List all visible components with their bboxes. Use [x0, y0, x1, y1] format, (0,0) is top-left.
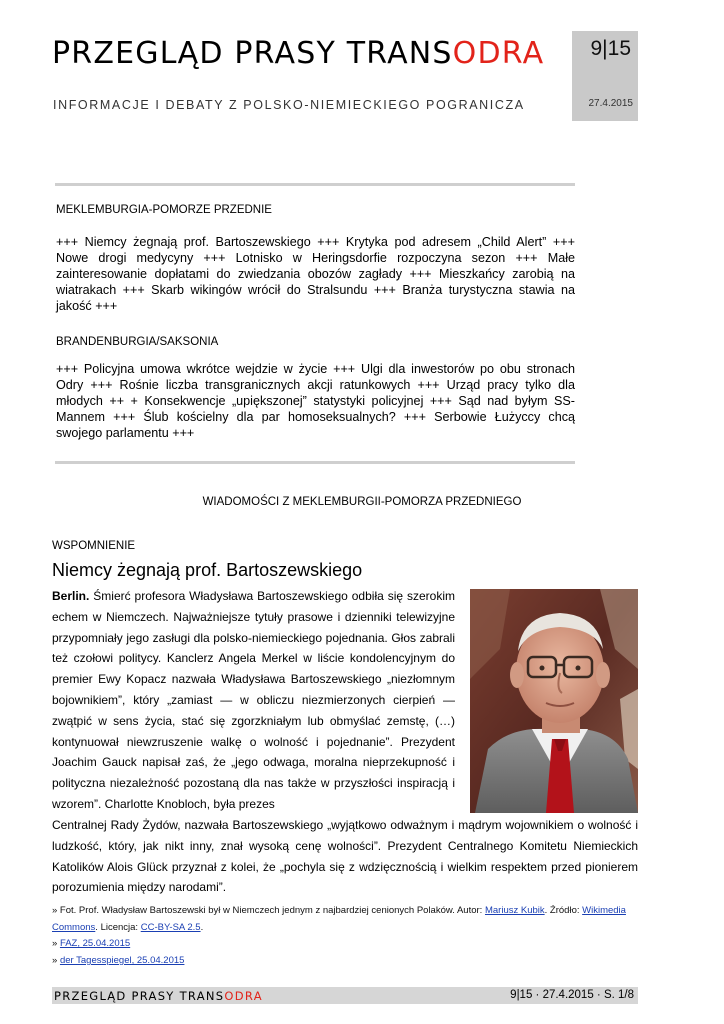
- article-body-bottom: Centralnej Rady Żydów, nazwała Bartoszewskiego „wyjątkowo odważnym i mądrym wojownikiem o wolność i ludzkość, który, jak nikt inny, znał wysoką cenę wolności”. Prezydent Centralnego Komitetu Niemieckich Katolików Alois Glück przyznał z kolei, że „pochyla się z wdzięcznością i wielkim respektem przed pionierem porozumienia między narodami”.: [52, 818, 638, 895]
- bottom-divider: [55, 461, 575, 464]
- section-heading: WIADOMOŚCI Z MEKLEMBURGII-POMORZA PRZEDNIEGO: [202, 496, 522, 508]
- region-news-mv: +++ Niemcy żegnają prof. Bartoszewskiego +++ Krytyka pod adresem „Child Alert” +++ Nowe drogi medycyny +++ Lotnisko w Heringsdorfie rozpoczyna sezon +++ Małe zainteresowanie dopłatami do zwiedzania obozów zagłady +++ Mieszkańcy zarobią na wiatrakach +++ Skarb wikingów wrócił do Stralsundu +++ Branża turystyczna stawia na jakość +++: [56, 235, 575, 313]
- author-link[interactable]: Mariusz Kubik: [484, 905, 545, 916]
- footer-title: [54, 989, 263, 1003]
- region-news-bb: +++ Policyjna umowa wkrótce wejdzie w życie +++ Ulgi dla inwestorów po obu stronach Odry +++ Rośnie liczba transgranicznych akcji ratunkowych +++ Urząd pracy tylko dla młodych ++ + Konsekwencje „upiększonej” statystyki policyjnej +++ Sąd nad byłym SS-Mannem +++ Ślub kościelny dla par homoseksualnych? +++ Serbowie Łużyccy chcą swojego parlamentu +++: [56, 362, 575, 440]
- source-bullet: »: [52, 938, 60, 949]
- article-kicker: WSPOMNIENIE: [52, 540, 136, 552]
- issue-number: 9|15: [590, 37, 631, 60]
- footer-title-main: PRZEGLĄD PRASY TRANS: [54, 989, 225, 1003]
- footer-page-info: 9|15 · 27.4.2015 · S. 1/8: [510, 989, 634, 1001]
- region-heading-bb: BRANDENBURGIA/SAKSONIA: [56, 336, 219, 348]
- article-body-top: [52, 586, 455, 815]
- source-bullet: »: [52, 955, 60, 966]
- top-divider: [55, 183, 575, 186]
- caption-end: .: [200, 921, 204, 933]
- source-link[interactable]: Wikimedia Commons: [52, 905, 626, 933]
- portrait-photo: [470, 589, 638, 813]
- source-label: . Źródło:: [544, 905, 583, 916]
- page-footer: [52, 987, 638, 1004]
- photo-caption: [52, 903, 638, 936]
- portrait-illustration: [470, 589, 638, 813]
- source-item: [52, 936, 638, 953]
- masthead-title: [52, 36, 544, 71]
- masthead-subtitle: INFORMACJE I DEBATY Z POLSKO-NIEMIECKIEGO POGRANICZA: [53, 98, 525, 112]
- license-label: . Licencja:: [95, 921, 141, 933]
- issue-box: [572, 31, 638, 121]
- masthead-title-main: PRZEGLĄD PRASY TRANS: [52, 36, 453, 71]
- source-item: [52, 953, 638, 970]
- license-link[interactable]: CC-BY-SA 2.5: [140, 921, 201, 933]
- article-title: Niemcy żegnają prof. Bartoszewskiego: [52, 560, 363, 580]
- article-lead: Berlin.: [52, 589, 90, 603]
- source-link-tagesspiegel[interactable]: der Tagesspiegel, 25.04.2015: [59, 955, 185, 966]
- issue-date: 27.4.2015: [588, 98, 633, 109]
- region-heading-mv: MEKLEMBURGIA-POMORZE PRZEDNIE: [56, 204, 272, 216]
- footer-title-accent: ODRA: [224, 989, 263, 1003]
- photo-caption-text: » Fot. Prof. Władysław Bartoszewski był w Niemczech jednym z najbardziej cenionych Polaków. Autor:: [52, 905, 485, 916]
- masthead-title-accent: ODRA: [452, 36, 545, 71]
- article-body-part1: Śmierć profesora Władysława Bartoszewskiego odbiła się szerokim echem w Niemczech. Najważniejsze tytuły prasowe i dzienniki telewizyjne przypomniały jego zasługi dla polsko-niemieckiego pojednania. Głos zabrali też czołowi politycy. Kanclerz Angela Merkel w liście kondolencyjnym do premier Ewy Kopacz nazwała Władysława Bartoszewskiego „niezłomnym bojownikiem”, który „zamiast — w obliczu niezmierzonych cierpień — zwątpić w sens życia, stać się zgorzkniałym lub obmyślać zemstę, (…) kontynuował niewzruszenie walkę o wolność i pojednanie”. Prezydent Joachim Gauck napisał zaś, że „jego odwaga, moralna nieprzekupność i polityczna niezależność pozostaną dla nas także w przyszłości inspiracją i wzorem”. Charlotte Knobloch, była prezes: [52, 589, 455, 811]
- source-link-faz[interactable]: FAZ, 25.04.2015: [59, 938, 131, 949]
